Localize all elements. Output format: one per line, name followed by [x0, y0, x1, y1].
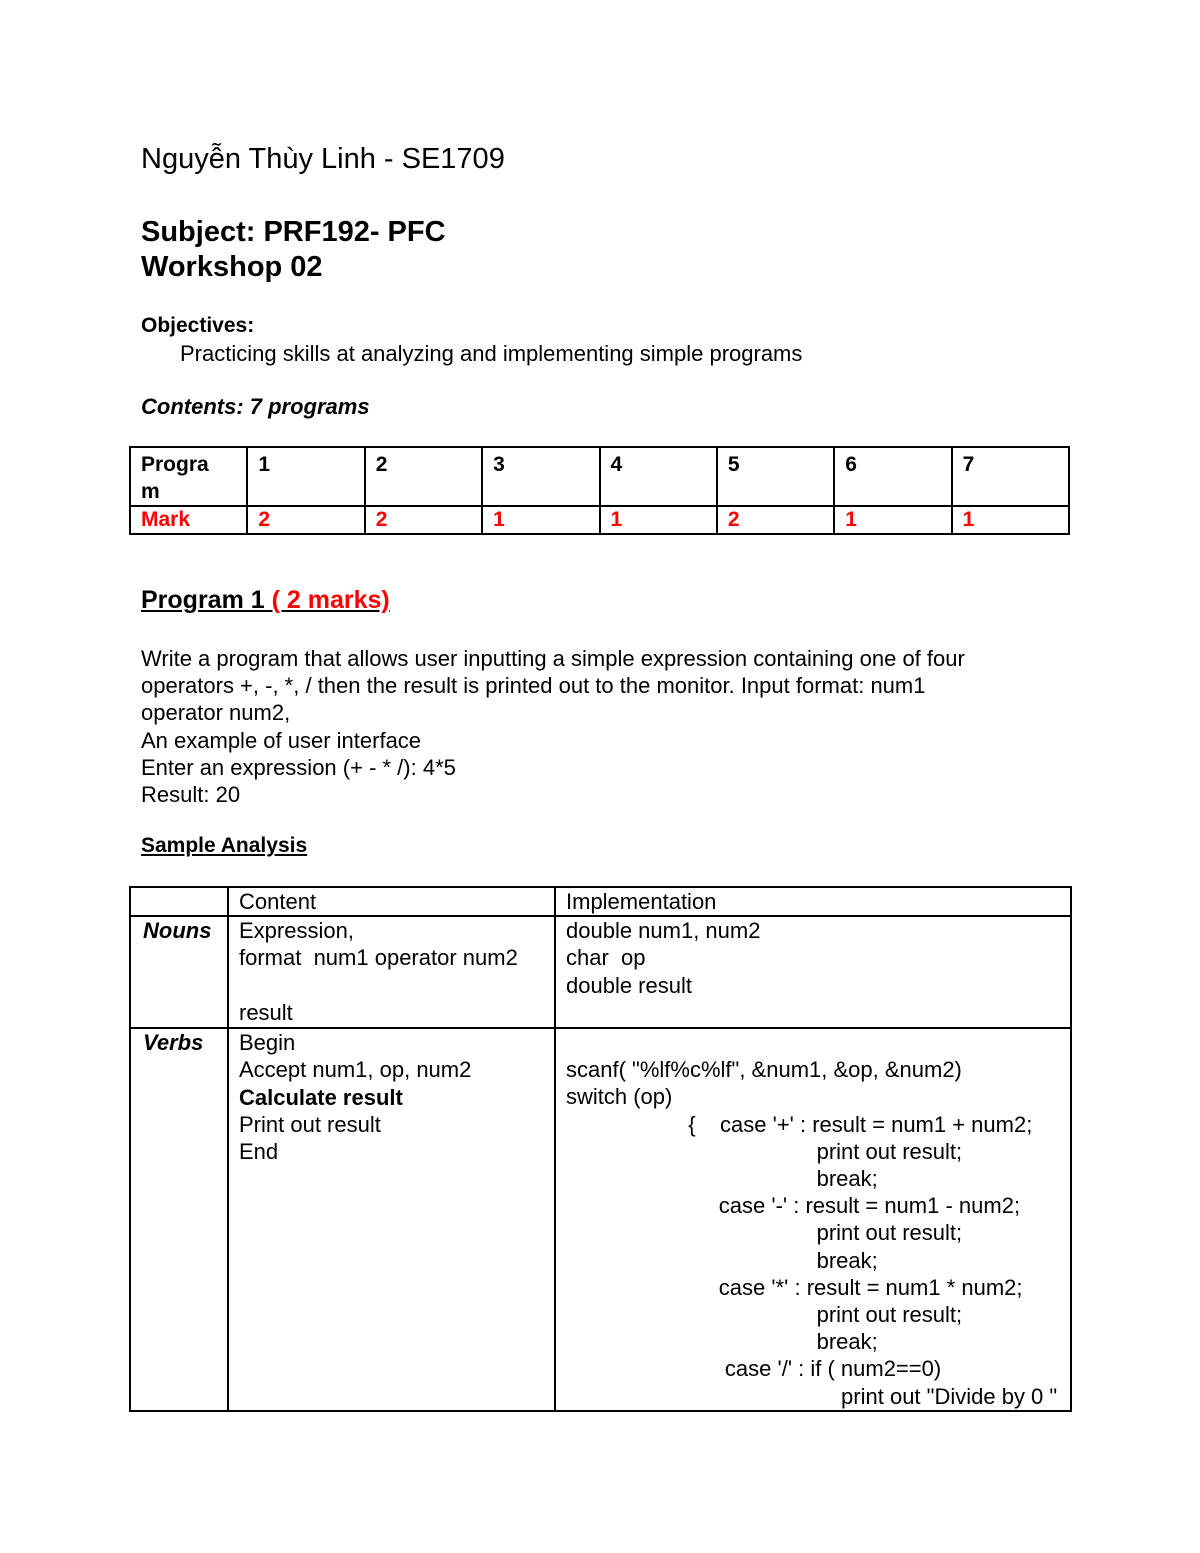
verbs-content-line: Begin — [239, 1030, 296, 1056]
analysis-table — [129, 886, 1072, 1412]
code-line: print out result; — [566, 1138, 963, 1164]
nouns-impl-line: char op — [566, 945, 646, 971]
code-line: print out result; — [566, 1220, 963, 1246]
code-line: break; — [566, 1329, 878, 1355]
program-label-line1: Progra — [141, 453, 209, 476]
description-line: Enter an expression (+ - * /): 4*5 — [141, 754, 456, 780]
verbs-content-cell — [228, 1028, 555, 1411]
workshop-title: Workshop 02 — [141, 251, 323, 283]
empty-header-cell — [130, 887, 228, 916]
program-number-cell: 1 — [247, 447, 364, 506]
code-line: case '/' : if ( num2==0) — [566, 1356, 942, 1382]
verbs-content-line: Accept num1, op, num2 — [239, 1057, 472, 1083]
mark-value-cell: 2 — [247, 506, 364, 534]
verbs-row — [130, 1028, 1071, 1411]
sample-analysis-heading: Sample Analysis — [141, 834, 308, 857]
nouns-content-line: Expression, — [239, 918, 354, 944]
objectives-text: Practicing skills at analyzing and implementing simple programs — [180, 341, 803, 366]
description-line: Write a program that allows user inputting a simple expression containing one of four — [141, 646, 965, 671]
mark-row — [130, 506, 1069, 534]
nouns-row — [130, 916, 1071, 1028]
description-line: operators +, -, *, / then the result is printed out to the monitor. Input format: num1 — [141, 673, 926, 699]
mark-value-cell: 2 — [365, 506, 482, 534]
program-number-cell: 5 — [717, 447, 834, 506]
nouns-content-line: result — [239, 999, 293, 1025]
mark-value-cell: 2 — [717, 506, 834, 534]
program1-heading — [141, 586, 390, 615]
subject-title: Subject: PRF192- PFC — [141, 216, 446, 248]
author-line: Nguyễn Thùy Linh - SE1709 — [141, 143, 505, 175]
program1-heading-marks: ( 2 marks) — [271, 586, 390, 614]
nouns-content-cell — [228, 916, 555, 1028]
code-line: break; — [566, 1166, 878, 1192]
program1-heading-text: Program 1 — [141, 586, 272, 614]
verbs-label: Verbs — [130, 1028, 228, 1411]
program-label-line2: m — [141, 480, 160, 503]
mark-label-cell: Mark — [130, 506, 247, 534]
program-number-cell: 7 — [952, 447, 1069, 506]
verbs-content-line: End — [239, 1139, 279, 1165]
verbs-content-line: Print out result — [239, 1111, 381, 1137]
nouns-impl-line: double num1, num2 — [566, 918, 761, 944]
objectives-label: Objectives: — [141, 314, 255, 337]
verbs-content-line-bold: Calculate result — [239, 1084, 403, 1110]
mark-value-cell: 1 — [600, 506, 717, 534]
nouns-content-line — [239, 972, 544, 999]
program-number-cell: 6 — [834, 447, 951, 506]
program-number-cell: 3 — [482, 447, 599, 506]
code-line: print out result; — [566, 1302, 963, 1328]
program-number-cell: 4 — [600, 447, 717, 506]
program-number-cell: 2 — [365, 447, 482, 506]
nouns-label: Nouns — [130, 916, 228, 1028]
nouns-content-line: format num1 operator num2 — [239, 945, 518, 971]
code-line: { case '+' : result = num1 + num2; — [566, 1111, 1033, 1137]
description-line: An example of user interface — [141, 727, 422, 753]
program-row — [130, 447, 1069, 506]
code-line: case '-' : result = num1 - num2; — [566, 1193, 1021, 1219]
mark-value-cell: 1 — [482, 506, 599, 534]
code-line — [566, 1029, 1060, 1056]
implementation-column-header: Implementation — [555, 887, 1071, 916]
code-line: scanf( "%lf%c%lf", &num1, &op, &num2) — [566, 1057, 962, 1083]
mark-value-cell: 1 — [834, 506, 951, 534]
program-label-cell — [130, 447, 247, 506]
code-line: switch (op) — [566, 1084, 673, 1110]
content-column-header: Content — [228, 887, 555, 916]
nouns-implementation-cell — [555, 916, 1071, 1028]
mark-value-cell: 1 — [952, 506, 1069, 534]
verbs-implementation-cell — [555, 1028, 1071, 1411]
description-line: Result: 20 — [141, 782, 241, 808]
code-line: case '*' : result = num1 * num2; — [566, 1274, 1023, 1300]
program1-description — [141, 645, 965, 808]
marks-table — [129, 446, 1070, 535]
code-line: break; — [566, 1247, 878, 1273]
code-line: print out "Divide by 0 " — [566, 1383, 1058, 1409]
description-line: operator num2, — [141, 700, 291, 726]
analysis-header-row — [130, 887, 1071, 916]
contents-label: Contents: 7 programs — [141, 394, 370, 419]
nouns-impl-line: double result — [566, 972, 692, 998]
